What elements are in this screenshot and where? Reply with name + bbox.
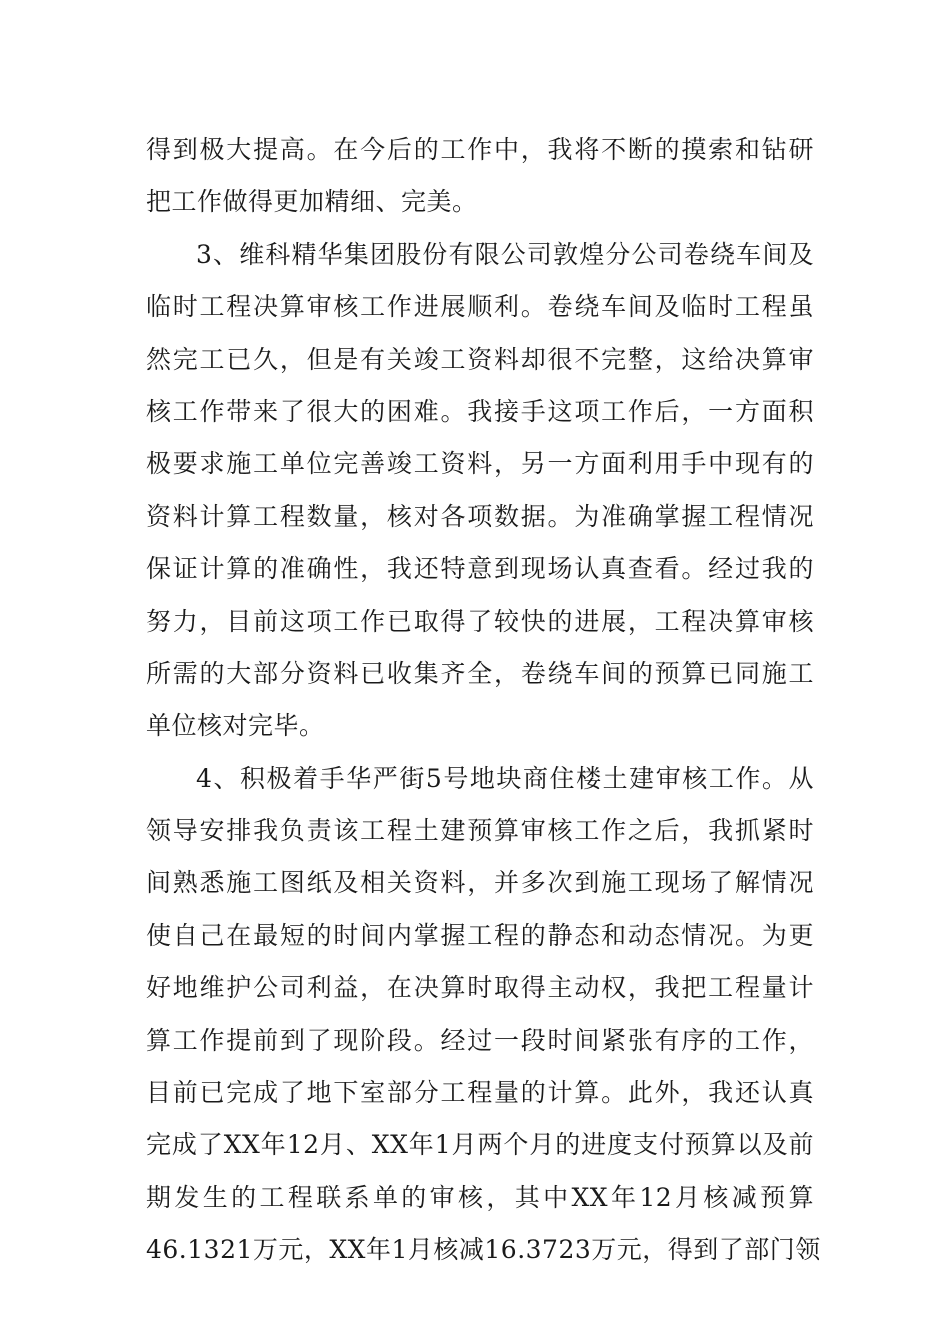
text-line-6: 核工作带来了很大的困难。我接手这项工作后，一方面积: [146, 396, 814, 426]
text-line-14: 领导安排我负责该工程土建预算审核工作之后，我抓紧时: [146, 816, 814, 846]
text-line-21: 期发生的工程联系单的审核，其中XX年12月核减预算: [146, 1182, 814, 1212]
text-line-22: 46.1321万元，XX年1月核减16.3723万元，得到了部门领: [146, 1235, 821, 1265]
text-line-10: 努力，目前这项工作已取得了较快的进展，工程决算审核: [146, 606, 814, 636]
text-line-13: 4、积极着手华严街5号地块商住楼土建审核工作。从: [196, 763, 814, 793]
text-line-18: 算工作提前到了现阶段。经过一段时间紧张有序的工作，: [146, 1025, 814, 1055]
text-line-9: 保证计算的准确性，我还特意到现场认真查看。经过我的: [146, 554, 814, 584]
text-line-20: 完成了XX年12月、XX年1月两个月的进度支付预算以及前: [146, 1130, 814, 1160]
document-body: [146, 124, 821, 1277]
text-line-19: 目前已完成了地下室部分工程量的计算。此外，我还认真: [146, 1078, 814, 1108]
text-line-7: 极要求施工单位完善竣工资料，另一方面利用手中现有的: [146, 449, 814, 479]
text-line-15: 间熟悉施工图纸及相关资料，并多次到施工现场了解情况: [146, 868, 814, 898]
text-line-1: 得到极大提高。在今后的工作中，我将不断的摸索和钻研: [146, 135, 814, 164]
text-line-11: 所需的大部分资料已收集齐全，卷绕车间的预算已同施工: [146, 658, 814, 688]
text-line-8: 资料计算工程数量，核对各项数据。为准确掌握工程情况: [146, 501, 814, 531]
text-line-16: 使自己在最短的时间内掌握工程的静态和动态情况。为更: [146, 920, 814, 950]
text-line-2: 把工作做得更加精细、完美。: [146, 187, 478, 217]
text-line-3: 3、维科精华集团股份有限公司敦煌分公司卷绕车间及: [196, 239, 814, 269]
text-line-5: 然完工已久，但是有关竣工资料却很不完整，这给决算审: [146, 344, 814, 374]
text-line-12: 单位核对完毕。: [146, 711, 325, 741]
text-line-4: 临时工程决算审核工作进展顺利。卷绕车间及临时工程虽: [146, 292, 814, 322]
text-line-17: 好地维护公司利益，在决算时取得主动权，我把工程量计: [146, 973, 814, 1003]
